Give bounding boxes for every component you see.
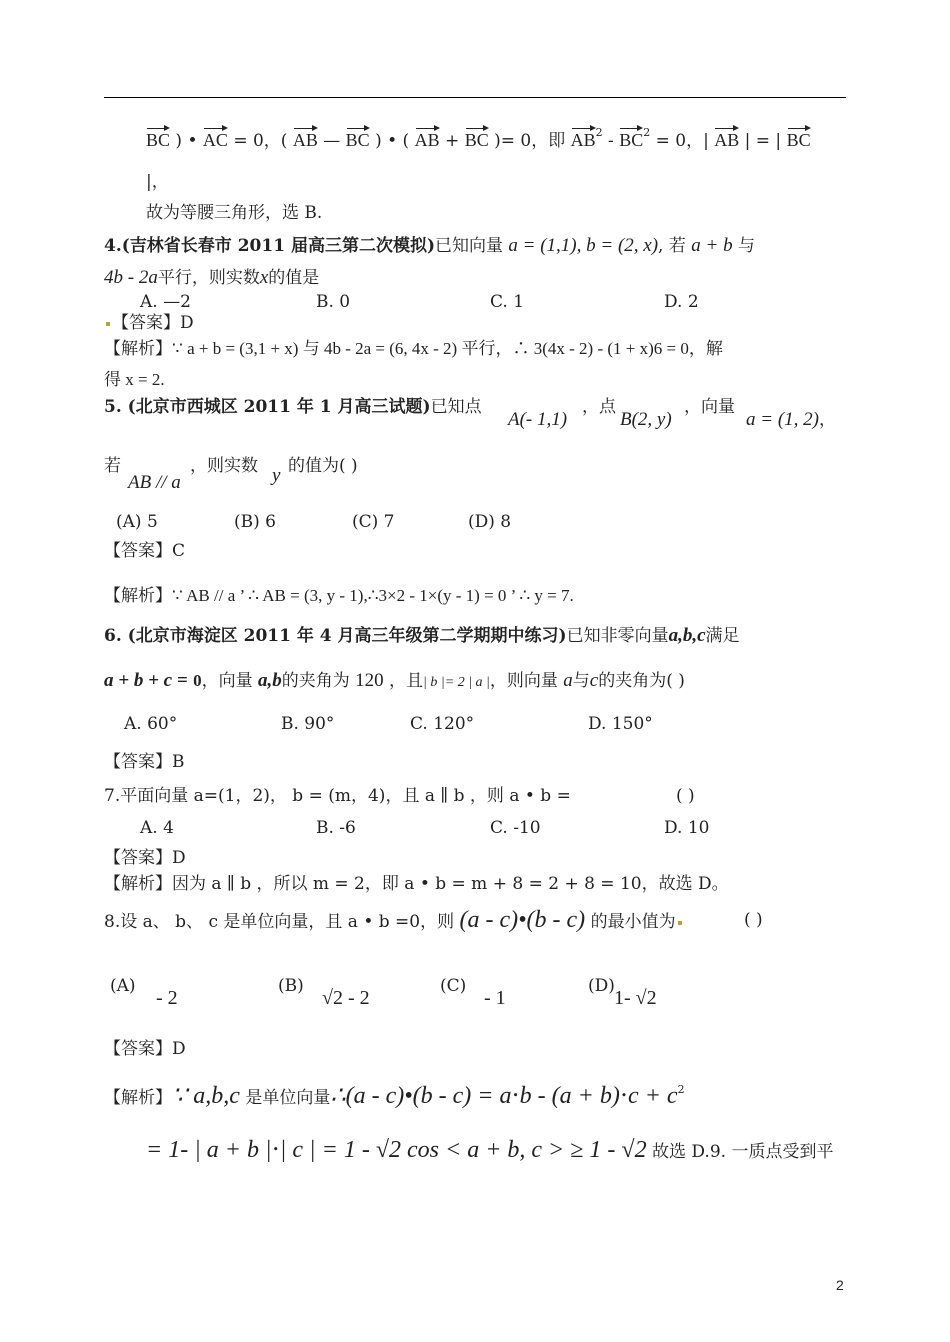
question-5-option-a: (A) 5 — [116, 512, 158, 532]
marker-dot-icon — [678, 921, 682, 925]
question-5-option-b: (B) 6 — [234, 512, 276, 532]
question-8-option-c-value: - 1 — [484, 987, 506, 1009]
question-4-answer: 【答案】D — [104, 313, 194, 333]
question-5-analysis: 【解析】∵ AB // a ’ ∴ AB = (3, y - 1),∴3×2 - 1×(y - 1) = 0 ’ ∴ y = 7. — [104, 586, 574, 606]
vector-bc: BC — [465, 126, 489, 150]
question-5-point-a: A(- 1,1) — [508, 409, 568, 430]
continuation-line-2: |， — [146, 172, 169, 192]
question-8-option-b-value: √2 - 2 — [322, 987, 370, 1009]
question-7-answer: 【答案】D — [104, 848, 186, 868]
question-5-point-b: B(2, y) — [620, 409, 672, 430]
question-8-option-a-value: - 2 — [156, 987, 178, 1009]
question-7-stem: 7.平面向量 a=(1，2)， b = (m，4)，且 a ∥ b ，则 a • b = — [104, 786, 571, 806]
question-5-stem-3: ，则实数 — [190, 456, 258, 476]
question-8-analysis-2: = 1- | a + b |⋅| c | = 1 - √2 cos < a + b, c > ≥ 1 - √2 故选 D.9. 一质点受到平 — [146, 1137, 834, 1163]
question-7-option-d: D. 10 — [664, 818, 710, 838]
question-4-option-b: B. 0 — [316, 292, 351, 312]
question-5-stem-2: 若 — [104, 456, 121, 476]
question-5-vector: a = (1, 2)， — [746, 409, 836, 430]
question-8-option-d-value: 1- √2 — [614, 987, 657, 1009]
question-4-source: 4.(吉林省长春市 2011 届高三第二次模拟) — [104, 236, 435, 256]
question-4-option-a: A. —2 — [140, 292, 191, 312]
question-7-paren: ( ) — [676, 786, 695, 806]
question-8-analysis: 【解析】∵ a,b,c 是单位向量∴(a - c)•(b - $c) = a\cdot b - (a + b)\cdot c + c^2$ — [104, 1083, 685, 1109]
question-6-option-a: A. 60° — [124, 714, 178, 734]
continuation-conclusion: 故为等腰三角形，选 B. — [146, 203, 323, 223]
vector-ab: AB — [571, 126, 596, 150]
question-5-option-c: (C) 7 — [352, 512, 395, 532]
question-6-option-c: C. 120° — [410, 714, 475, 734]
question-5-option-d: (D) 8 — [468, 512, 512, 532]
question-7-option-b: B. -6 — [316, 818, 356, 838]
page-number: 2 — [836, 1277, 844, 1293]
vector-bc: BC — [619, 126, 643, 150]
vector-bc: BC — [146, 126, 170, 150]
question-6-source: 6. (北京市海淀区 2011 年 4 月高三年级第二学期期中练习) — [104, 626, 567, 646]
vector-ab: AB — [714, 126, 739, 150]
question-8-option-b-label: (B) — [278, 976, 304, 996]
question-4-analysis-2: 得 x = 2. — [104, 370, 165, 389]
question-8-option-d-label: (D) — [588, 976, 615, 996]
question-6-answer: 【答案】B — [104, 752, 185, 772]
question-4-option-d: D. 2 — [664, 292, 699, 312]
question-8-option-a-label: (A) — [110, 976, 136, 996]
vector-bc: BC — [787, 126, 811, 150]
question-5-var-y: y — [272, 465, 281, 486]
marker-dot-icon — [106, 322, 110, 326]
question-4-stem: 4.(吉林省长春市 2011 届高三第二次模拟)已知向量 a = (1,1), b = (2, x), 若 a + b 与 — [104, 235, 755, 256]
question-6-option-d: D. 150° — [588, 714, 653, 734]
question-7-analysis: 【解析】因为 a ∥ b ，所以 m = 2，即 a • b = m + 8 = 2 + 8 = 10，故选 D。 — [104, 874, 729, 894]
question-8-answer: 【答案】D — [104, 1039, 186, 1059]
question-5-source: 5. (北京市西城区 2011 年 1 月高三试题) — [104, 397, 431, 417]
question-5-stem-4: 的值为( ) — [288, 456, 358, 476]
question-4-analysis: 【解析】∵ a + b = (3,1 + x) 与 4b - 2a = (6, 4x - 2) 平行，∴ 3(4x - 2) - (1 + x)6 = 0，解 — [104, 339, 723, 359]
vector-ac: AC — [203, 126, 228, 150]
vector-bc: BC — [346, 126, 370, 150]
question-4-stem-2: 4b - 2a平行，则实数x的值是 — [104, 267, 320, 288]
vector-ab: AB — [293, 126, 318, 150]
question-5-text-vec: ，向量 — [684, 397, 735, 417]
question-6-option-b: B. 90° — [281, 714, 335, 734]
question-6-stem-2: a + b + c = 0，向量 a,b的夹角为 120 ，且| b |= 2 | a |，则向量 a与c的夹角为( ) — [104, 670, 685, 691]
question-7-option-c: C. -10 — [490, 818, 541, 838]
vector-ab: AB — [415, 126, 440, 150]
question-5-stem: 5. (北京市西城区 2011 年 1 月高三试题)已知点 — [104, 397, 482, 417]
question-5-parallel: AB // a — [128, 472, 181, 493]
continuation-line-1: BC ) • AC = 0，( AB — BC ) • ( AB + BC )= 0，即 $AB^2 - BC^2 = 0$，| AB | = | BC — [146, 126, 811, 151]
question-6-stem: 6. (北京市海淀区 2011 年 4 月高三年级第二学期期中练习)已知非零向量a,b,c满足 — [104, 625, 740, 646]
question-8-paren: ( ) — [744, 910, 763, 930]
question-7-option-a: A. 4 — [140, 818, 174, 838]
question-5-text-b: ，点 — [582, 397, 616, 417]
question-8-stem: 8.设 a、 b、 c 是单位向量，且 a • b =0，则 (a - c)•(b - c) 的最小值为 — [104, 910, 684, 932]
header-rule — [104, 97, 846, 98]
question-5-answer: 【答案】C — [104, 541, 186, 561]
question-8-option-c-label: (C) — [440, 976, 467, 996]
question-4-option-c: C. 1 — [490, 292, 525, 312]
